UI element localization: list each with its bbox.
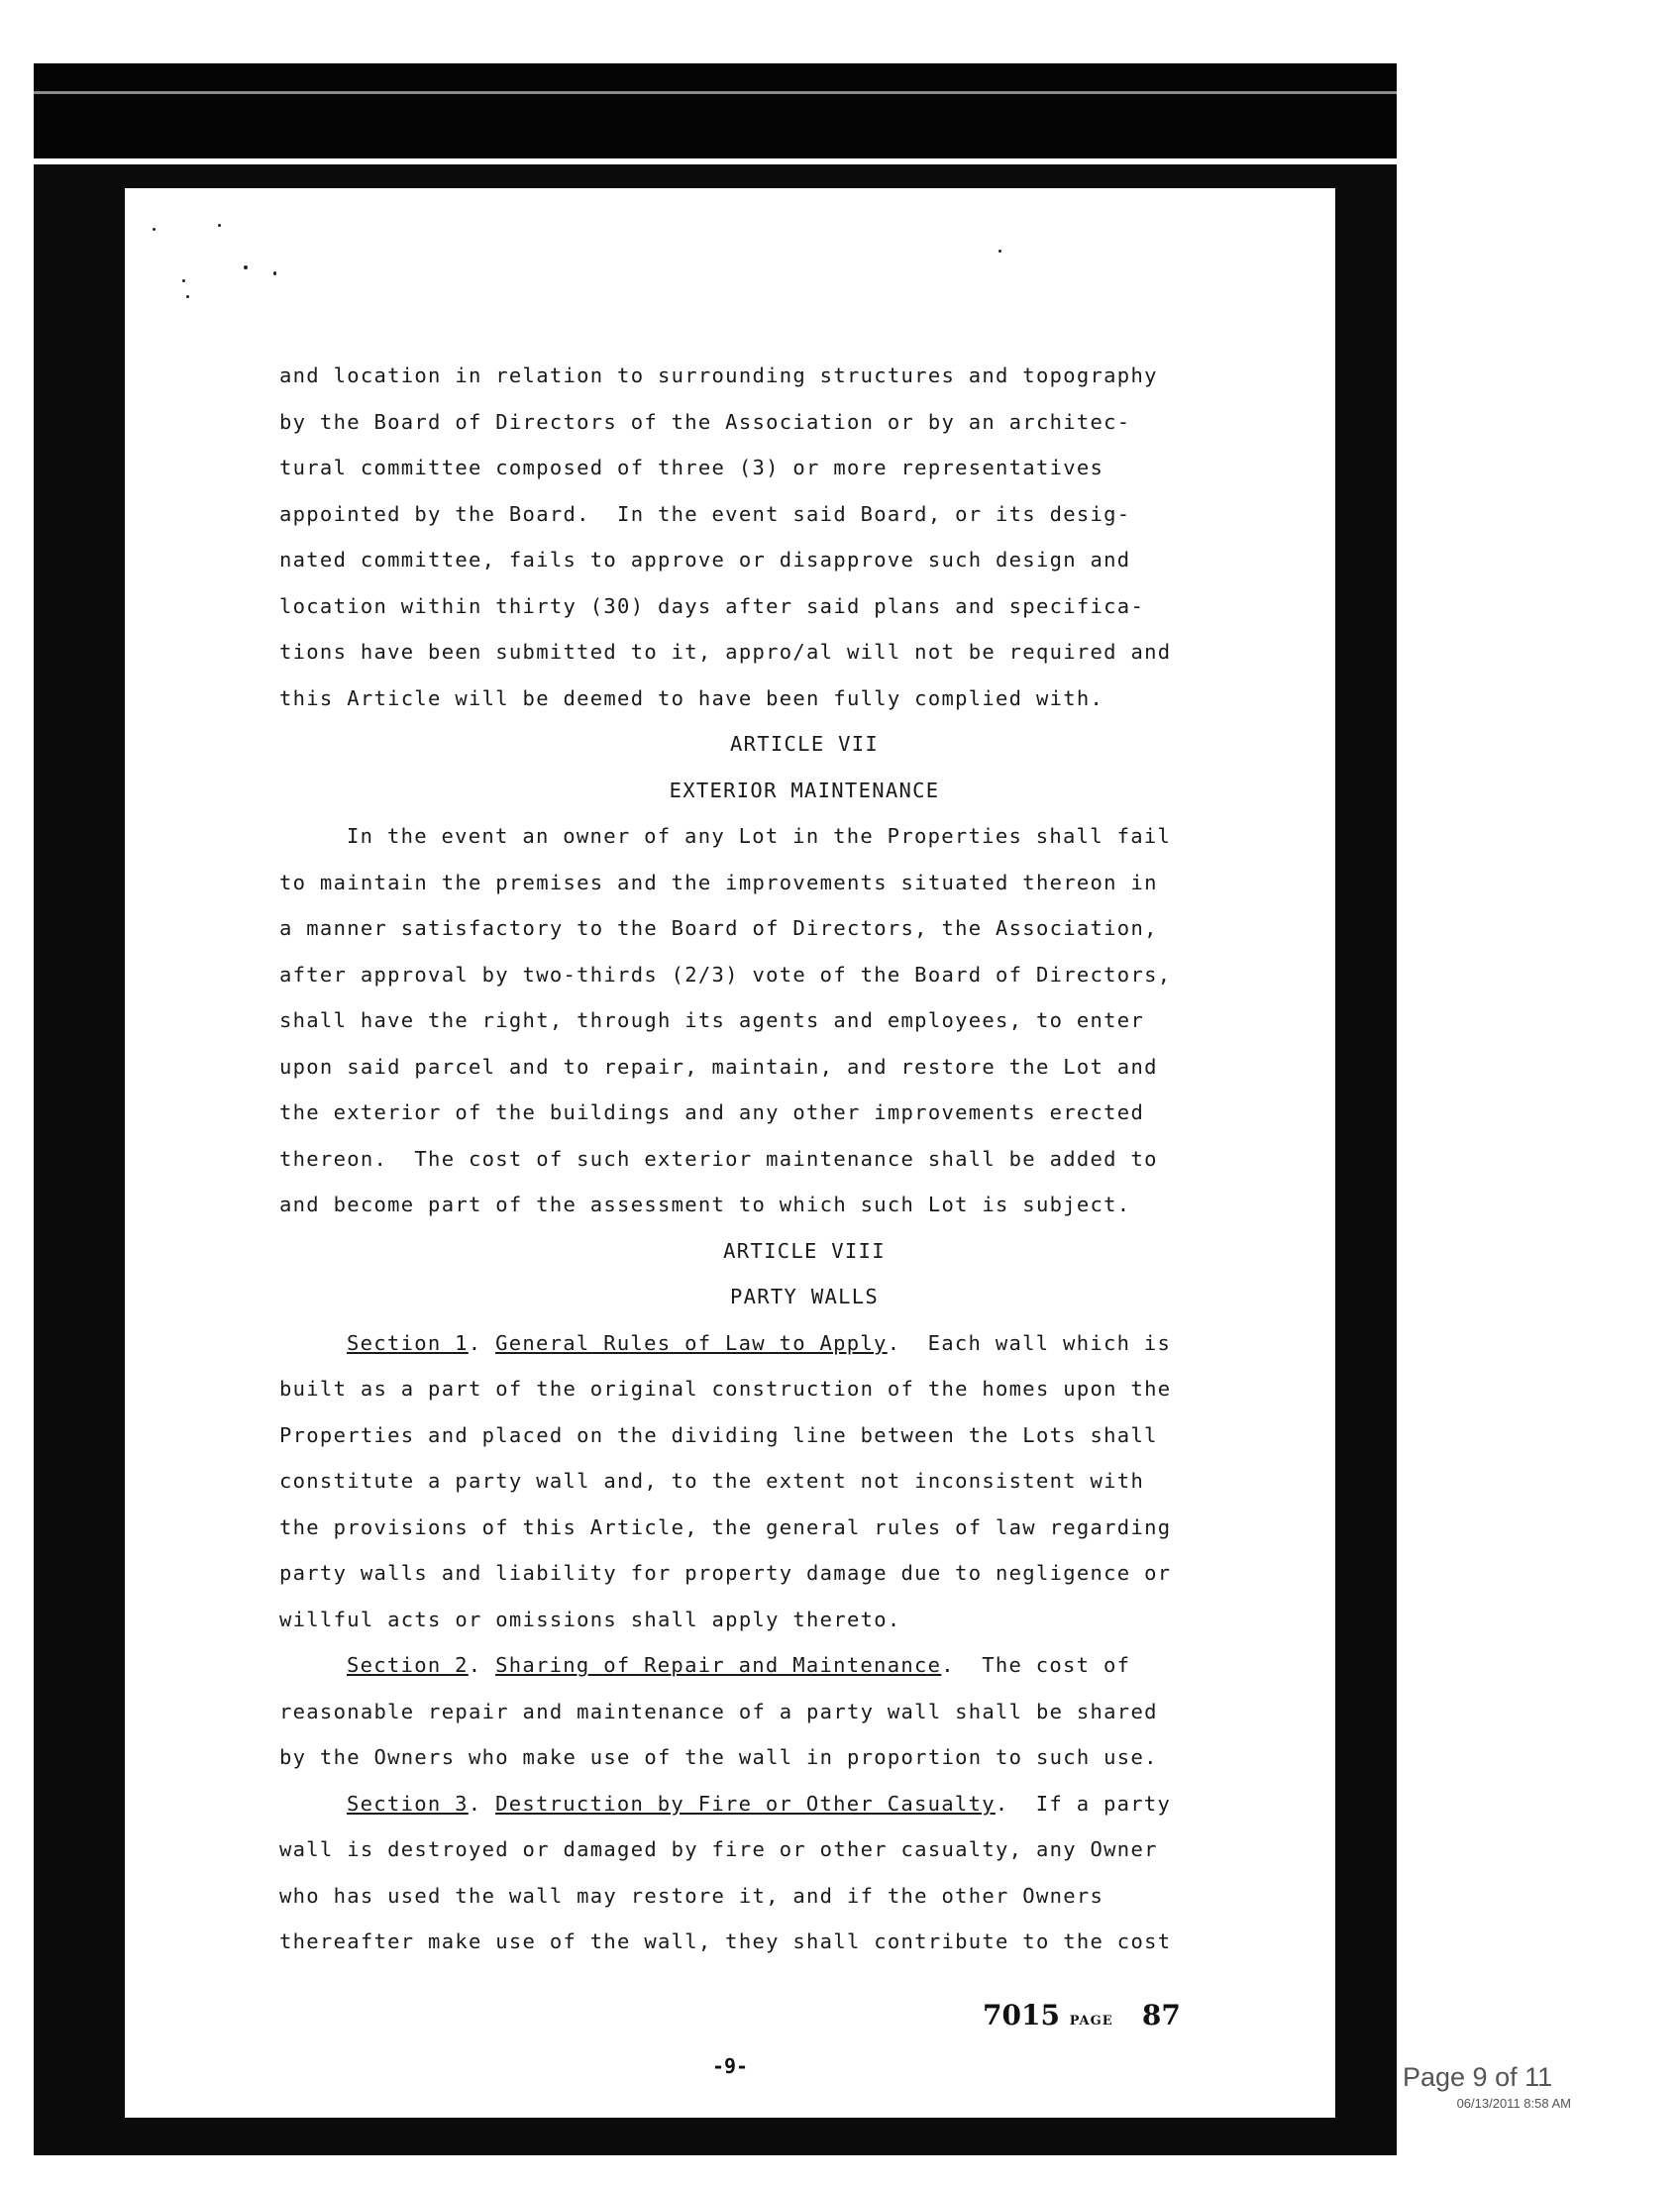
text-line: and become part of the assessment to which such Lot is subject.	[279, 1193, 1131, 1216]
text-line: In the event an owner of any Lot in the Properties shall fail	[347, 824, 1172, 848]
section-title: General Rules of Law to Apply	[495, 1330, 888, 1355]
text-line: to maintain the premises and the improvements situated thereon in	[279, 870, 1158, 894]
scan-speck	[218, 224, 221, 227]
text-line: by the Board of Directors of the Association or by an architec-	[279, 409, 1131, 434]
article-heading: ARTICLE VIII	[723, 1238, 886, 1263]
text-line: constitute a party wall and, to the extent not inconsistent with	[279, 1469, 1145, 1493]
section-heading-line	[279, 1781, 1329, 1827]
text-line: the provisions of this Article, the general rules of law regarding	[279, 1514, 1172, 1539]
article-heading: EXTERIOR MAINTENANCE	[669, 778, 940, 802]
article-heading: PARTY WALLS	[729, 1285, 880, 1308]
book-number: 7015	[983, 1999, 1060, 2031]
text-line: willful acts or omissions shall apply thereto.	[279, 1607, 901, 1631]
document-page	[125, 188, 1335, 2118]
text-line: nated committee, fails to approve or disapprove such design and	[279, 548, 1131, 572]
section-text: . The cost of	[941, 1653, 1131, 1677]
scan-top-rule	[34, 91, 1397, 94]
scan-top-band	[34, 63, 1397, 158]
page-counter: Page 9 of 11	[1403, 2062, 1553, 2092]
section-number: Section 3	[347, 1791, 469, 1816]
text-line: who has used the wall may restore it, and if the other Owners	[279, 1883, 1104, 1908]
text-line: tural committee composed of three (3) or more representatives	[279, 456, 1104, 479]
section-number: Section 2	[347, 1653, 469, 1677]
text-line: tions have been submitted to it, appro/al will not be required and	[279, 640, 1172, 664]
text-line: party walls and liability for property damage due to negligence or	[279, 1561, 1172, 1585]
section-title: Destruction by Fire or Other Casualty	[495, 1791, 996, 1816]
section-heading-line	[279, 1642, 1329, 1689]
book-page-number: 87	[1141, 1999, 1181, 2031]
section-punct: .	[468, 1653, 496, 1677]
book-page-stamp	[983, 1999, 1181, 2031]
scan-speck	[153, 228, 156, 231]
text-line: after approval by two-thirds (2/3) vote of the Board of Directors,	[279, 962, 1172, 987]
section-number: Section 1	[347, 1330, 469, 1355]
article-heading: ARTICLE VII	[729, 732, 880, 756]
section-punct: .	[468, 1791, 496, 1816]
section-punct: .	[468, 1330, 496, 1355]
text-line: the exterior of the buildings and any other improvements erected	[279, 1100, 1145, 1124]
section-heading-line	[279, 1320, 1329, 1367]
scan-speck	[186, 295, 189, 298]
text-line: thereon. The cost of such exterior maintenance shall be added to	[279, 1146, 1158, 1171]
text-line: reasonable repair and maintenance of a party wall shall be shared	[279, 1699, 1158, 1723]
text-line: wall is destroyed or damaged by fire or other casualty, any Owner	[279, 1837, 1158, 1861]
scan-band-gap	[34, 158, 1397, 164]
text-line: upon said parcel and to repair, maintain, and restore the Lot and	[279, 1054, 1158, 1079]
print-timestamp: 06/13/2011 8:58 AM	[1456, 2096, 1571, 2111]
document-body	[279, 353, 1329, 1965]
text-line: a manner satisfactory to the Board of Directors, the Association,	[279, 916, 1158, 940]
text-line: this Article will be deemed to have been fully complied with.	[279, 685, 1104, 710]
text-line: appointed by the Board. In the event said Board, or its desig-	[279, 501, 1131, 526]
scan-speck	[182, 279, 185, 282]
section-title: Sharing of Repair and Maintenance	[495, 1653, 942, 1677]
page-number: -9-	[711, 2054, 749, 2078]
text-line: by the Owners who make use of the wall in proportion to such use.	[279, 1745, 1158, 1769]
section-text: . If a party	[995, 1791, 1172, 1816]
book-page-label: PAGE	[1069, 2014, 1113, 2029]
text-line: location within thirty (30) days after said plans and specifica-	[279, 593, 1145, 618]
scan-speck	[273, 271, 276, 275]
text-line: and location in relation to surrounding structures and topography	[279, 364, 1158, 387]
text-line: shall have the right, through its agents and employees, to enter	[279, 1008, 1145, 1032]
scan-speck	[998, 250, 1001, 253]
scan-speck	[244, 265, 248, 269]
section-text: . Each wall which is	[887, 1330, 1172, 1355]
text-line: built as a part of the original construction of the homes upon the	[279, 1377, 1172, 1401]
text-line: Properties and placed on the dividing line between the Lots shall	[279, 1422, 1158, 1447]
text-line: thereafter make use of the wall, they shall contribute to the cost	[279, 1929, 1172, 1953]
